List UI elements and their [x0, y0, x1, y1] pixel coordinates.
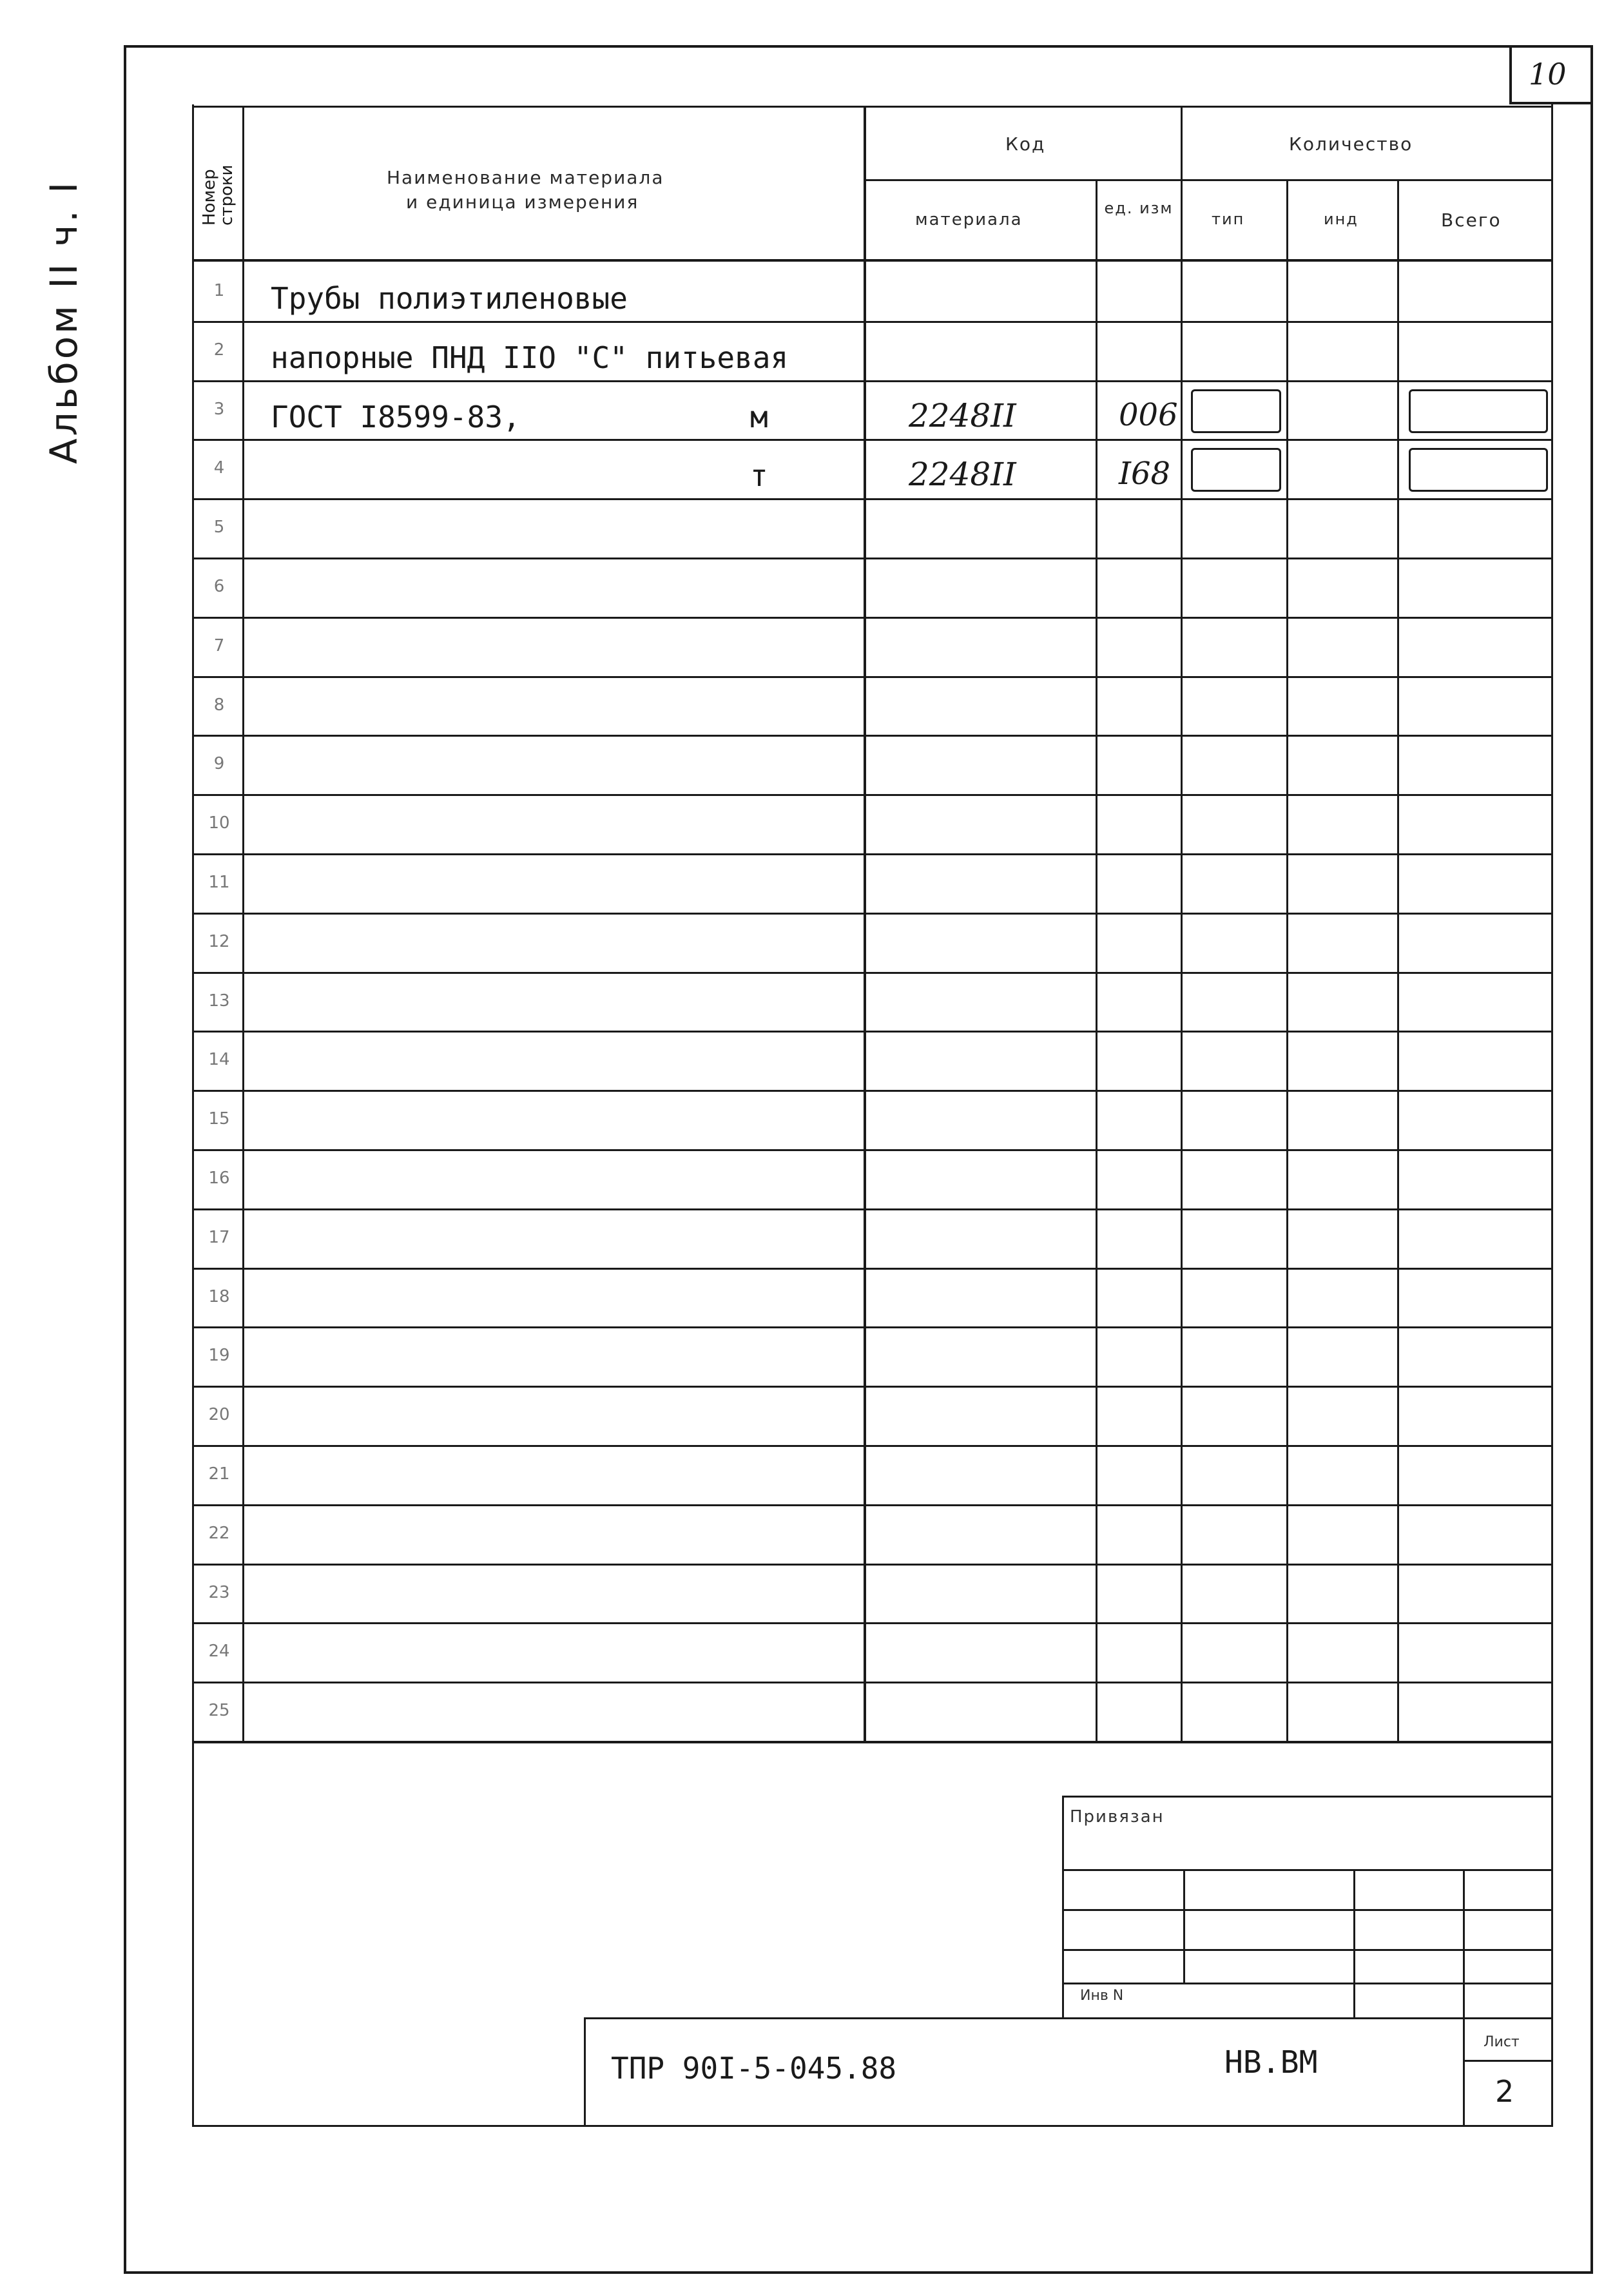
row-number: 24: [208, 1642, 230, 1661]
row-number: 23: [208, 1583, 230, 1602]
titleblock-doc-mark: НВ.ВМ: [1224, 2044, 1318, 2080]
stamp-row-line-2: [1062, 1909, 1553, 1911]
stamp-top-line: [1062, 1796, 1553, 1798]
row-number: 7: [213, 636, 225, 655]
row-number: 12: [208, 932, 230, 951]
row-unit: м: [750, 400, 768, 434]
header-top-line: [192, 106, 1553, 108]
col-line-code: [1096, 179, 1097, 1741]
header-qty-group: Количество: [1289, 133, 1413, 155]
header-qty-ind: инд: [1324, 210, 1358, 228]
titleblock-sheet-label: Лист: [1484, 2034, 1520, 2050]
qty-type-box[interactable]: [1191, 389, 1281, 433]
row-number: 17: [208, 1228, 230, 1247]
table-row-line: [192, 1564, 1553, 1566]
stamp-col-line-2: [1353, 1869, 1355, 2017]
table-row-line: [192, 1326, 1553, 1328]
row-number: 19: [208, 1346, 230, 1365]
table-row-line: [192, 1741, 1553, 1743]
table-row-line: [192, 1682, 1553, 1683]
header-bottom-line: [192, 259, 1553, 262]
table-row-line: [192, 1268, 1553, 1270]
table-row-line: [192, 735, 1553, 737]
table-row-line: [192, 676, 1553, 678]
row-unit-code: I68: [1119, 456, 1171, 492]
stamp-col-line-1: [1183, 1869, 1185, 1983]
table-row-line: [192, 794, 1553, 796]
stamp-inv-label: Инв N: [1080, 1988, 1124, 2004]
table-row-line: [192, 617, 1553, 619]
row-number: 4: [213, 458, 225, 478]
qty-total-box[interactable]: [1409, 448, 1548, 492]
table-row-line: [192, 1386, 1553, 1388]
row-number: 8: [213, 695, 225, 715]
row-unit-code: 006: [1119, 397, 1178, 433]
header-row-number-label: Номер строки: [200, 164, 237, 226]
row-number: 5: [213, 518, 225, 537]
row-number: 14: [208, 1050, 230, 1069]
row-number: 1: [213, 281, 225, 300]
titleblock-sheet-number: 2: [1495, 2074, 1514, 2109]
titleblock-left-line: [584, 2017, 586, 2127]
row-number: 3: [213, 400, 225, 419]
row-material-code: 2248II: [909, 397, 1016, 434]
row-number: 15: [208, 1109, 230, 1129]
col-line-name: [864, 106, 866, 1741]
header-code-group: Код: [1005, 133, 1046, 155]
corner-sheet-number: 10: [1529, 57, 1567, 92]
row-number: 22: [208, 1524, 230, 1543]
row-unit: т: [750, 458, 768, 493]
col-line-type: [1286, 179, 1288, 1741]
row-material-code: 2248II: [909, 456, 1016, 493]
row-number: 16: [208, 1169, 230, 1188]
header-sub-line: [864, 179, 1553, 181]
col-line-unitcode: [1181, 106, 1183, 1741]
row-material-name: Трубы полиэтиленовые: [271, 281, 628, 316]
table-row-line: [192, 1031, 1553, 1033]
table-row-line: [192, 853, 1553, 855]
table-row-line: [192, 321, 1553, 323]
stamp-col-line-3: [1463, 1869, 1465, 2017]
header-name-label-1: Наименование материала: [387, 167, 664, 188]
table-row-line: [192, 1090, 1553, 1092]
row-material-name: напорные ПНД IIO "C" питьевая: [271, 340, 789, 375]
row-material-name: ГОСТ I8599-83,: [271, 400, 521, 434]
col-line-ind: [1397, 179, 1399, 1741]
stamp-row-line-4: [1062, 1983, 1553, 1984]
row-number: 18: [208, 1287, 230, 1306]
qty-total-box[interactable]: [1409, 389, 1548, 433]
table-row-line: [192, 913, 1553, 915]
table-row-line: [192, 558, 1553, 559]
table-row-line: [192, 1622, 1553, 1624]
header-code-material: материала: [915, 210, 1023, 229]
header-code-unit: ед. изм: [1104, 199, 1174, 217]
row-number: 11: [208, 873, 230, 892]
row-number: 9: [213, 754, 225, 773]
row-number: 21: [208, 1464, 230, 1484]
table-row-line: [192, 1149, 1553, 1151]
row-number: 25: [208, 1701, 230, 1720]
header-qty-type: тип: [1212, 210, 1245, 228]
table-row-line: [192, 380, 1553, 382]
titleblock-sheet-divider: [1463, 2017, 1465, 2127]
header-qty-total: Всего: [1441, 209, 1502, 231]
titleblock-top-line: [584, 2017, 1553, 2019]
row-number: 13: [208, 991, 230, 1011]
side-album-label: Альбом II ч. I: [42, 179, 86, 464]
row-number: 6: [213, 577, 225, 596]
header-name-label-2: и единица измерения: [406, 191, 639, 213]
row-number: 2: [213, 340, 225, 360]
stamp-row-line-3: [1062, 1949, 1553, 1951]
row-number: 20: [208, 1405, 230, 1424]
table-row-line: [192, 1504, 1553, 1506]
row-number: 10: [208, 813, 230, 833]
stamp-approved-label: Привязан: [1070, 1807, 1165, 1827]
table-row-line: [192, 439, 1553, 441]
table-row-line: [192, 972, 1553, 974]
titleblock-sheet-hline: [1463, 2060, 1553, 2062]
table-row-line: [192, 1445, 1553, 1447]
table-row-line: [192, 1208, 1553, 1210]
table-row-line: [192, 498, 1553, 500]
qty-type-box[interactable]: [1191, 448, 1281, 492]
titleblock-doc-code: ТПР 90I-5-045.88: [611, 2051, 897, 2086]
stamp-row-line-1: [1062, 1869, 1553, 1871]
